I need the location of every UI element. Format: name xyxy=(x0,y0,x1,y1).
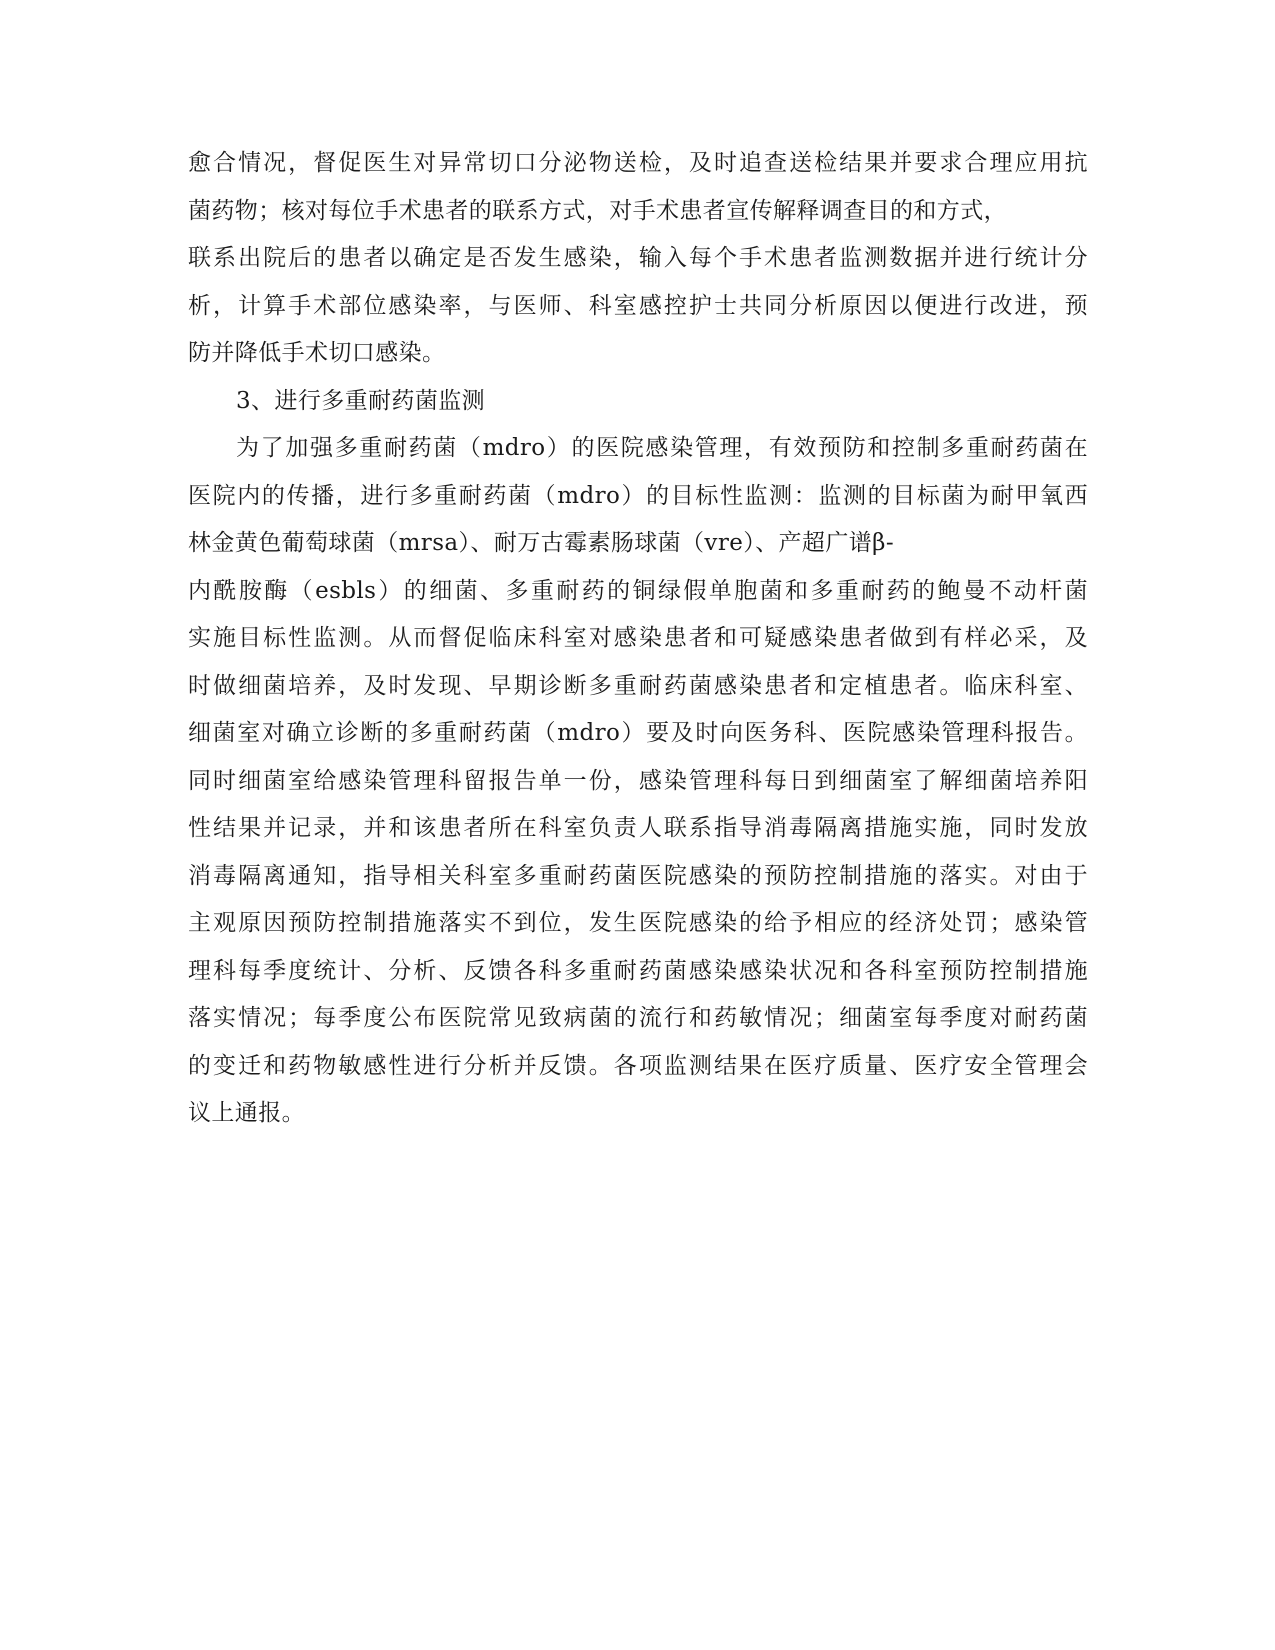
text-line-17: 主观原因预防控制措施落实不到位，发生医院感染的给予相应的经济处罚；感染管 xyxy=(188,910,1088,936)
text-line-3: 联系出院后的患者以确定是否发生感染，输入每个手术患者监测数据并进行统计分 xyxy=(188,245,1088,271)
text-line-10: 内酰胺酶（esbls）的细菌、多重耐药的铜绿假单胞菌和多重耐药的鲍曼不动杆菌 xyxy=(188,577,1088,604)
text-line-7: 为了加强多重耐药菌（mdro）的医院感染管理，有效预防和控制多重耐药菌在 xyxy=(236,435,1088,461)
text-line-18: 理科每季度统计、分析、反馈各科多重耐药菌感染感染状况和各科室预防控制措施 xyxy=(188,957,1088,984)
text-line-15: 性结果并记录，并和该患者所在科室负责人联系指导消毒隔离措施实施，同时发放 xyxy=(188,815,1088,841)
text-line-19: 落实情况；每季度公布医院常见致病菌的流行和药敏情况；细菌室每季度对耐药菌 xyxy=(188,1005,1088,1031)
text-line-21: 议上通报。 xyxy=(188,1100,305,1126)
text-line-2: 菌药物；核对每位手术患者的联系方式，对手术患者宣传解释调查目的和方式， xyxy=(188,197,1007,224)
body-text xyxy=(188,140,1088,1138)
text-line-5: 防并降低手术切口感染。 xyxy=(188,340,446,366)
text-line-1: 愈合情况，督促医生对异常切口分泌物送检，及时追查送检结果并要求合理应用抗 xyxy=(188,150,1088,176)
text-line-14: 同时细菌室给感染管理科留报告单一份，感染管理科每日到细菌室了解细菌培养阳 xyxy=(188,767,1088,794)
text-line-11: 实施目标性监测。从而督促临床科室对感染患者和可疑感染患者做到有样必采，及 xyxy=(188,625,1088,651)
section-heading: 3、进行多重耐药菌监测 xyxy=(236,387,486,414)
text-line-20: 的变迁和药物敏感性进行分析并反馈。各项监测结果在医疗质量、医疗安全管理会 xyxy=(188,1052,1088,1079)
text-line-12: 时做细菌培养，及时发现、早期诊断多重耐药菌感染患者和定植患者。临床科室、 xyxy=(188,672,1088,699)
text-line-16: 消毒隔离通知，指导相关科室多重耐药菌医院感染的预防控制措施的落实。对由于 xyxy=(188,862,1088,889)
text-line-8: 医院内的传播，进行多重耐药菌（mdro）的目标性监测：监测的目标菌为耐甲氧西 xyxy=(188,482,1088,509)
text-line-4: 析，计算手术部位感染率，与医师、科室感控护士共同分析原因以便进行改进，预 xyxy=(188,292,1088,319)
text-line-9: 林金黄色葡萄球菌（mrsa）、耐万古霉素肠球菌（vre）、产超广谱β- xyxy=(188,530,894,556)
text-line-13: 细菌室对确立诊断的多重耐药菌（mdro）要及时向医务科、医院感染管理科报告。 xyxy=(188,720,1088,746)
